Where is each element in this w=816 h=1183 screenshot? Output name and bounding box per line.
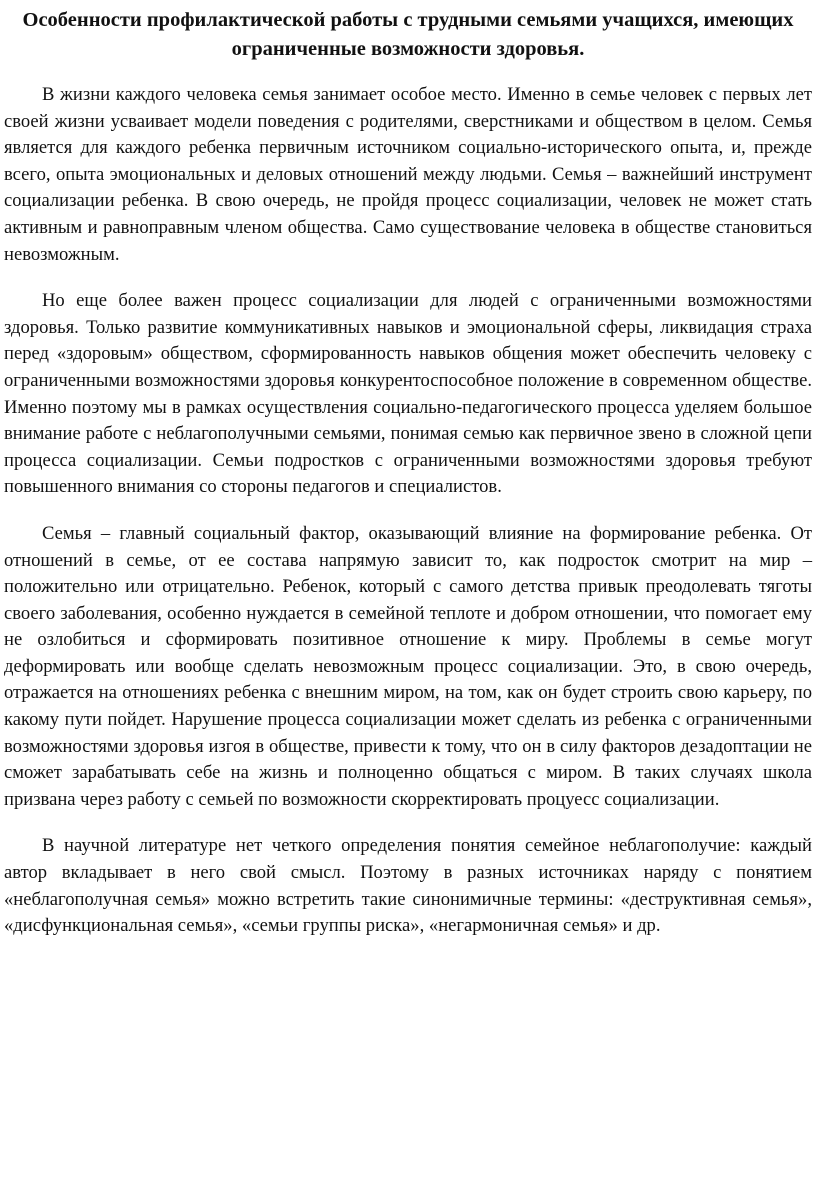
paragraph-2: Но еще более важен процесс социализации для людей с ограниченными возможностями здоровья. Только развитие коммуникативных навыков и эмоциональной сферы, ликвидация страха перед «здоровым» обществом, сформированность навыков общения может обеспечить человеку с ограниченными возможностями здоровья конкурентоспособное положение в современном обществе. Именно поэтому мы в рамках осуществления социально-педагогического процесса уделяем большое внимание работе с неблагополучными семьями, понимая семью как первичное звено в сложной цепи процесса социализации. Семьи подростков с ограниченными возможностями здоровья требуют повышенного внимания со стороны педагогов и специалистов. (4, 290, 812, 498)
paragraph-1: В жизни каждого человека семья занимает особое место. Именно в семье человек с первых лет своей жизни усваивает модели поведения с родителями, сверстниками и обществом в целом. Семья является для каждого ребенка первичным источником социально-исторического опыта, и, прежде всего, опыта эмоциональных и деловых отношений между людьми. Семья – важнейший инструмент социализации ребенка. В свою очередь, не пройдя процесс социализации, человек не может стать активным и равноправным членом общества. Само существование человека в обществе становиться невозможным. (4, 84, 812, 265)
document-title: Особенности профилактической работы с трудными семьями учащихся, имеющих ограниченные возможности здоровья. (22, 9, 794, 60)
paragraph-3: Семья – главный социальный фактор, оказывающий влияние на формирование ребенка. От отношений в семье, от ее состава напрямую зависит то, как подросток смотрит на мир – положительно или отрицательно. Ребенок, который с самого детства привык преодолевать тяготы своего заболевания, особенно нуждается в семейной теплоте и добром отношении, что помогает ему не озлобиться и сформировать позитивное отношение к миру. Проблемы в семье могут деформировать или вообще сделать невозможным процесс социализации. Это, в свою очередь, отражается на отношениях ребенка с внешним миром, на том, как он будет строить свою карьеру, по какому пути пойдет. Нарушение процесса социализации может сделать из ребенка с ограниченными возможностями здоровья изгоя в обществе, привести к тому, что он в силу факторов дезадоптации не сможет зарабатывать себе на жизнь и полноценно общаться с миром. В таких случаях школа призвана через работу с семьей по возможности скорректировать процуесс социализации. (4, 522, 812, 810)
paragraph-4: В научной литературе нет четкого определения понятия семейное неблагополучие: каждый автор вкладывает в него свой смысл. Поэтому в разных источниках наряду с понятием «неблагополучная семья» можно встретить такие синонимичные термины: «деструктивная семья», «дисфункциональная семья», «семьи группы риска», «негармоничная семья» и др. (4, 835, 812, 937)
document-page (4, 0, 812, 1183)
